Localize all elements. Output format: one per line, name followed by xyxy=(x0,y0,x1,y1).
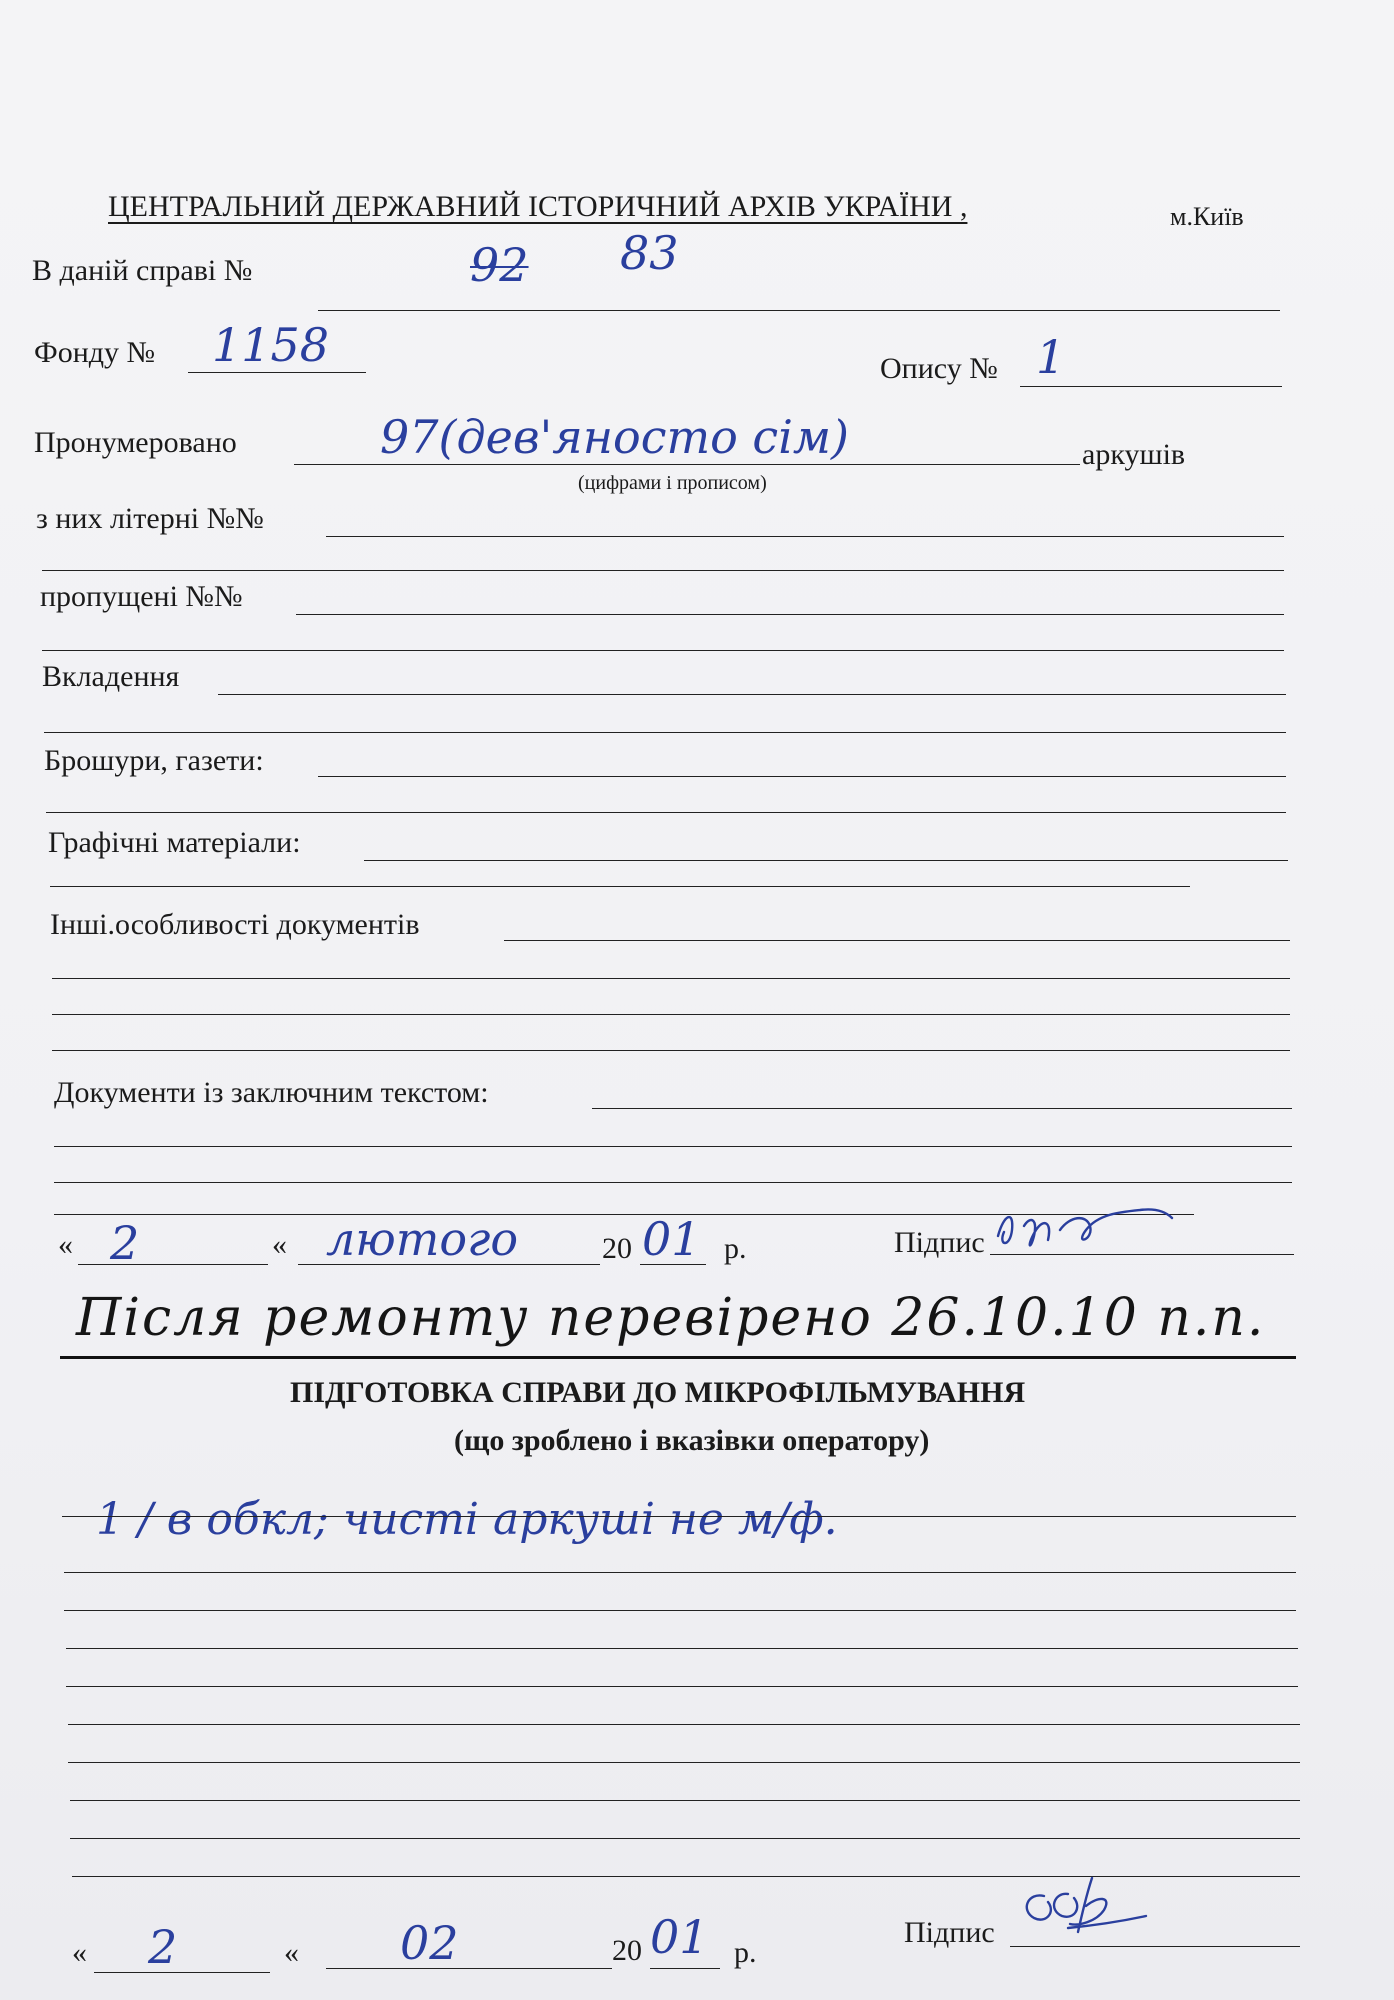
final-text-line-2 xyxy=(54,1146,1292,1147)
signature-1 xyxy=(990,1196,1180,1266)
fond-line xyxy=(188,372,366,373)
date1-month: лютого xyxy=(326,1212,519,1266)
date2-day-line xyxy=(94,1972,270,1973)
instruction-line-5 xyxy=(66,1686,1298,1687)
opys-value: 1 xyxy=(1036,330,1066,384)
litera-line xyxy=(326,536,1284,537)
section2-heading: ПІДГОТОВКА СПРАВИ ДО МІКРОФІЛЬМУВАННЯ xyxy=(290,1376,1026,1409)
other-features-line-4 xyxy=(52,1050,1290,1051)
case-number-line xyxy=(318,310,1280,311)
other-features-label: Інші.особливості документів xyxy=(50,908,420,941)
numbered-line xyxy=(294,464,1080,465)
section2-subheading: (що зроблено і вказівки оператору) xyxy=(454,1424,930,1457)
signature-2 xyxy=(1008,1866,1158,1950)
date1-open-quote: « xyxy=(58,1228,73,1261)
instruction-line-6 xyxy=(68,1724,1300,1725)
graphics-line xyxy=(364,860,1288,861)
graphics-line-2 xyxy=(50,886,1190,887)
city-label: м.Київ xyxy=(1170,202,1244,231)
skipped-line-2 xyxy=(42,650,1284,651)
repair-note-line xyxy=(60,1356,1296,1359)
final-text-line xyxy=(592,1108,1292,1109)
instruction-line-9 xyxy=(70,1838,1300,1839)
date1-close-quote: « xyxy=(272,1228,287,1261)
brochures-label: Брошури, газети: xyxy=(44,744,264,777)
date2-day: 2 xyxy=(148,1920,178,1974)
case-number-value: 83 xyxy=(620,226,679,280)
final-text-line-3 xyxy=(54,1182,1292,1183)
numbered-value: 97(дев'яносто сім) xyxy=(380,410,849,464)
date2-open-quote: « xyxy=(72,1936,87,1969)
other-features-line xyxy=(504,940,1290,941)
brochures-line xyxy=(318,776,1286,777)
numbered-suffix: аркушів xyxy=(1082,438,1186,471)
date2-year-prefix: 20 xyxy=(612,1934,642,1967)
date2-month-line xyxy=(326,1968,612,1969)
date2-close-quote: « xyxy=(284,1936,299,1969)
date2-signature-label: Підпис xyxy=(904,1916,995,1949)
attachments-line xyxy=(218,694,1286,695)
section2-instruction: 1 / в обкл; чисті аркуші не м/ф. xyxy=(96,1494,838,1545)
final-text-label: Документи із заключним текстом: xyxy=(54,1076,489,1109)
date1-day-line xyxy=(78,1264,268,1265)
instruction-line-2 xyxy=(64,1572,1296,1573)
opys-label: Опису № xyxy=(880,352,998,385)
archive-title: ЦЕНТРАЛЬНИЙ ДЕРЖАВНИЙ ІСТОРИЧНИЙ АРХІВ УКРАЇНИ , xyxy=(108,190,968,223)
graphics-label: Графічні матеріали: xyxy=(48,826,301,859)
date1-year-unit: р. xyxy=(724,1232,747,1265)
case-number-label: В даній справі № xyxy=(32,254,253,287)
attachments-line-2 xyxy=(44,732,1286,733)
case-number-struck: 92 xyxy=(470,238,529,292)
repair-note: Після ремонту перевірено 26.10.10 п.п. xyxy=(76,1288,1266,1348)
instruction-line-7 xyxy=(68,1762,1300,1763)
fond-label: Фонду № xyxy=(34,336,156,369)
date2-year-unit: р. xyxy=(734,1936,757,1969)
other-features-line-2 xyxy=(52,978,1290,979)
numbered-hint: (цифрами і прописом) xyxy=(578,472,767,494)
date2-year-line xyxy=(650,1968,720,1969)
instruction-line-8 xyxy=(70,1800,1300,1801)
other-features-line-3 xyxy=(52,1014,1290,1015)
opys-line xyxy=(1020,386,1282,387)
skipped-label: пропущені №№ xyxy=(40,580,243,613)
litera-label: з них літерні №№ xyxy=(36,502,264,535)
litera-line-2 xyxy=(42,570,1284,571)
date2-month: 02 xyxy=(400,1916,459,1970)
instruction-line-1 xyxy=(62,1516,1296,1517)
brochures-line-2 xyxy=(46,812,1286,813)
date1-signature-label: Підпис xyxy=(894,1226,985,1259)
date1-day: 2 xyxy=(110,1216,140,1270)
fond-value: 1158 xyxy=(212,318,330,372)
numbered-label: Пронумеровано xyxy=(34,426,237,459)
instruction-line-4 xyxy=(66,1648,1298,1649)
date1-year-prefix: 20 xyxy=(602,1232,632,1265)
attachments-label: Вкладення xyxy=(42,660,180,693)
skipped-line xyxy=(296,614,1284,615)
date2-year-suffix: 01 xyxy=(650,1910,709,1964)
date1-year-suffix: 01 xyxy=(642,1212,701,1266)
instruction-line-3 xyxy=(64,1610,1296,1611)
